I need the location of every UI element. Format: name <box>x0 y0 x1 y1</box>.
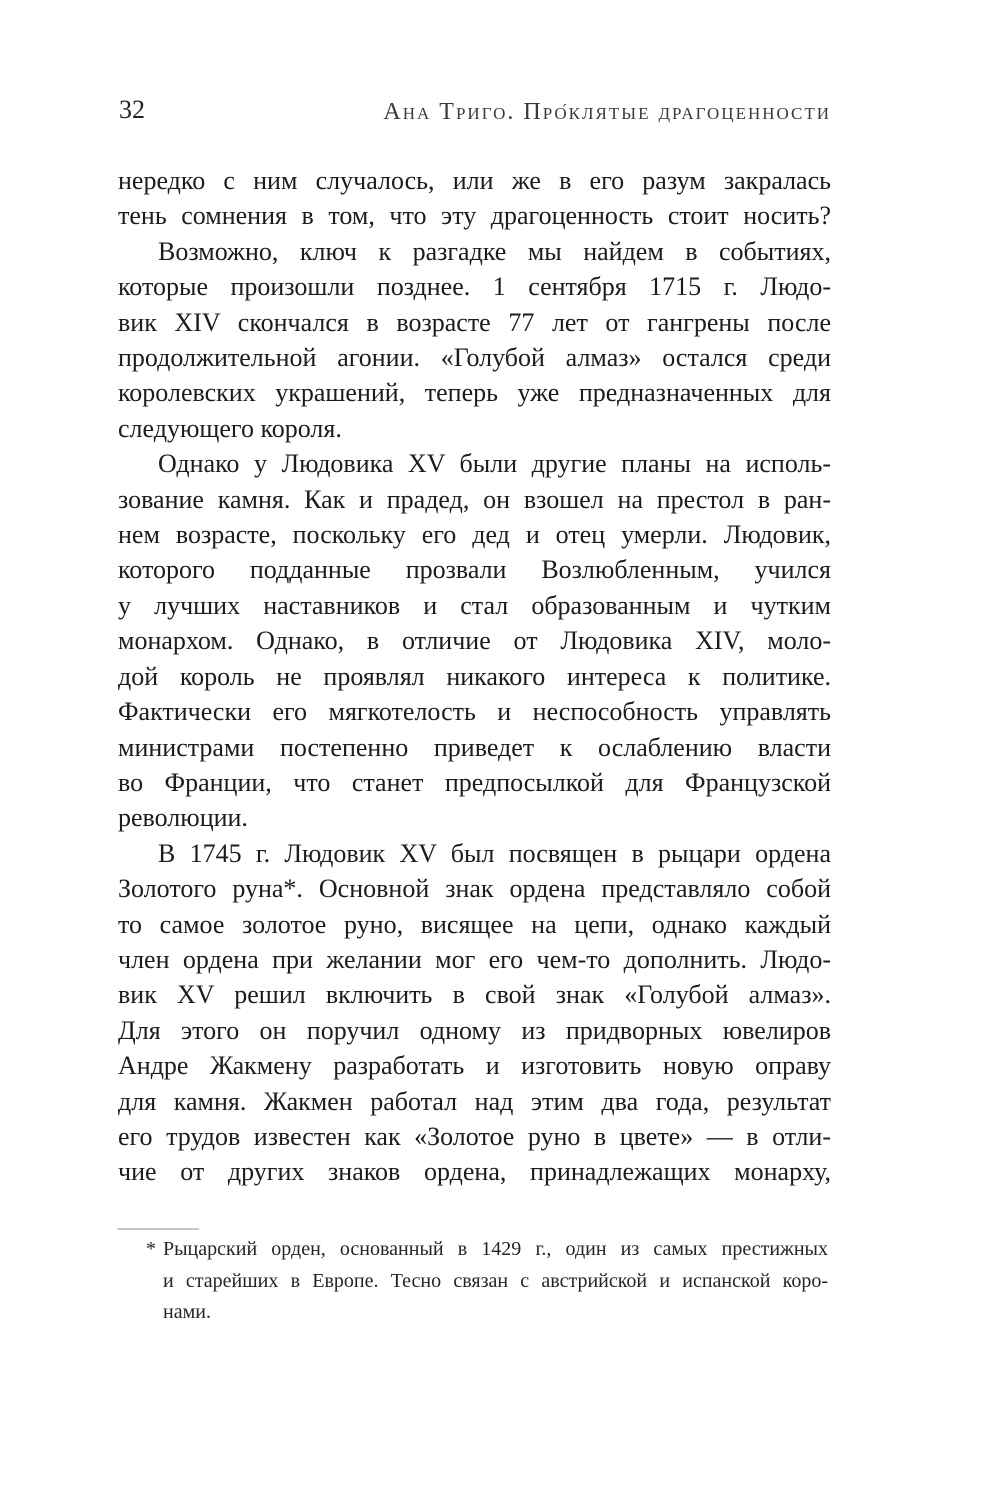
text-line: его трудов известен как «Золотое руно в цвете» — в отли- <box>118 1121 831 1151</box>
text-line: Однако у Людовика XV были другие планы на исполь- <box>158 449 831 479</box>
text-line: Андре Жакмену разработать и изготовить новую оправу <box>118 1051 831 1081</box>
paragraph <box>118 234 831 446</box>
text-line: которые произошли позднее. 1 сентября 1715 г. Людо- <box>118 272 831 302</box>
text-line: которого подданные прозвали Возлюбленным, учился <box>118 555 831 585</box>
text-line: следующего короля. <box>118 413 342 443</box>
footnote-rule <box>117 1228 199 1230</box>
text-line: вик XV решил включить в свой знак «Голубой алмаз». <box>118 980 831 1010</box>
text-line: для камня. Жакмен работал над этим два года, результат <box>118 1086 831 1116</box>
text-line: зование камня. Как и прадед, он взошел на престол в ран- <box>118 484 831 514</box>
text-line: член ордена при желании мог его чем-то дополнить. Людо- <box>118 944 831 974</box>
text-line: королевских украшений, теперь уже предназначенных для <box>118 378 831 408</box>
text-line: у лучших наставников и стал образованным и чутким <box>118 590 831 620</box>
text-line: В 1745 г. Людовик XV был посвящен в рыцари ордена <box>158 838 831 868</box>
text-line: нем возрасте, поскольку его дед и отец умерли. Людовик, <box>118 520 831 550</box>
text-line: Для этого он поручил одному из придворных ювелиров <box>118 1015 831 1045</box>
page-number: 32 <box>119 95 145 124</box>
text-line: Фактически его мягкотелость и неспособность управлять <box>118 697 831 727</box>
text-line: нередко с ним случалось, или же в его разум закралась <box>118 166 831 195</box>
paragraph <box>118 446 831 835</box>
text-line: Золотого руна*. Основной знак ордена представляло собой <box>118 874 831 904</box>
text-line: дой король не проявлял никакого интереса к политике. <box>118 661 831 691</box>
text-line: продолжительной агонии. «Голубой алмаз» остался среди <box>118 343 831 373</box>
text-line: то самое золотое руно, висящее на цепи, однако каждый <box>118 909 831 939</box>
paragraph <box>118 163 831 234</box>
footnote <box>146 1234 828 1329</box>
footnote-asterisk: * <box>146 1238 156 1260</box>
footnote-line-text: Рыцарский орден, основанный в 1429 г., один из самых престижных <box>163 1238 828 1260</box>
text-line: монархом. Однако, в отличие от Людовика XIV, моло- <box>118 626 831 656</box>
body-text <box>118 163 831 1190</box>
text-line: революции. <box>118 803 248 833</box>
text-line: чие от других знаков ордена, принадлежащих монарху, <box>118 1157 831 1187</box>
footnote-line-text: и старейших в Европе. Тесно связан с австрийской и испанской коро- <box>163 1269 828 1292</box>
text-line: Возможно, ключ к разгадке мы найдем в событиях, <box>158 236 831 266</box>
text-line: вик XIV скончался в возрасте 77 лет от гангрены после <box>118 307 831 337</box>
running-head: Ана Триго. Про́клятые драгоценности <box>383 99 831 125</box>
text-line: во Франции, что станет предпосылкой для Французской <box>118 767 831 797</box>
footnote-line-text: нами. <box>163 1301 211 1323</box>
footnote-line <box>146 1234 828 1266</box>
text-line: тень сомнения в том, что эту драгоценность стоит носить? <box>118 201 831 231</box>
paragraph <box>118 836 831 1190</box>
text-line: министрами постепенно приведет к ослаблению власти <box>118 732 831 762</box>
